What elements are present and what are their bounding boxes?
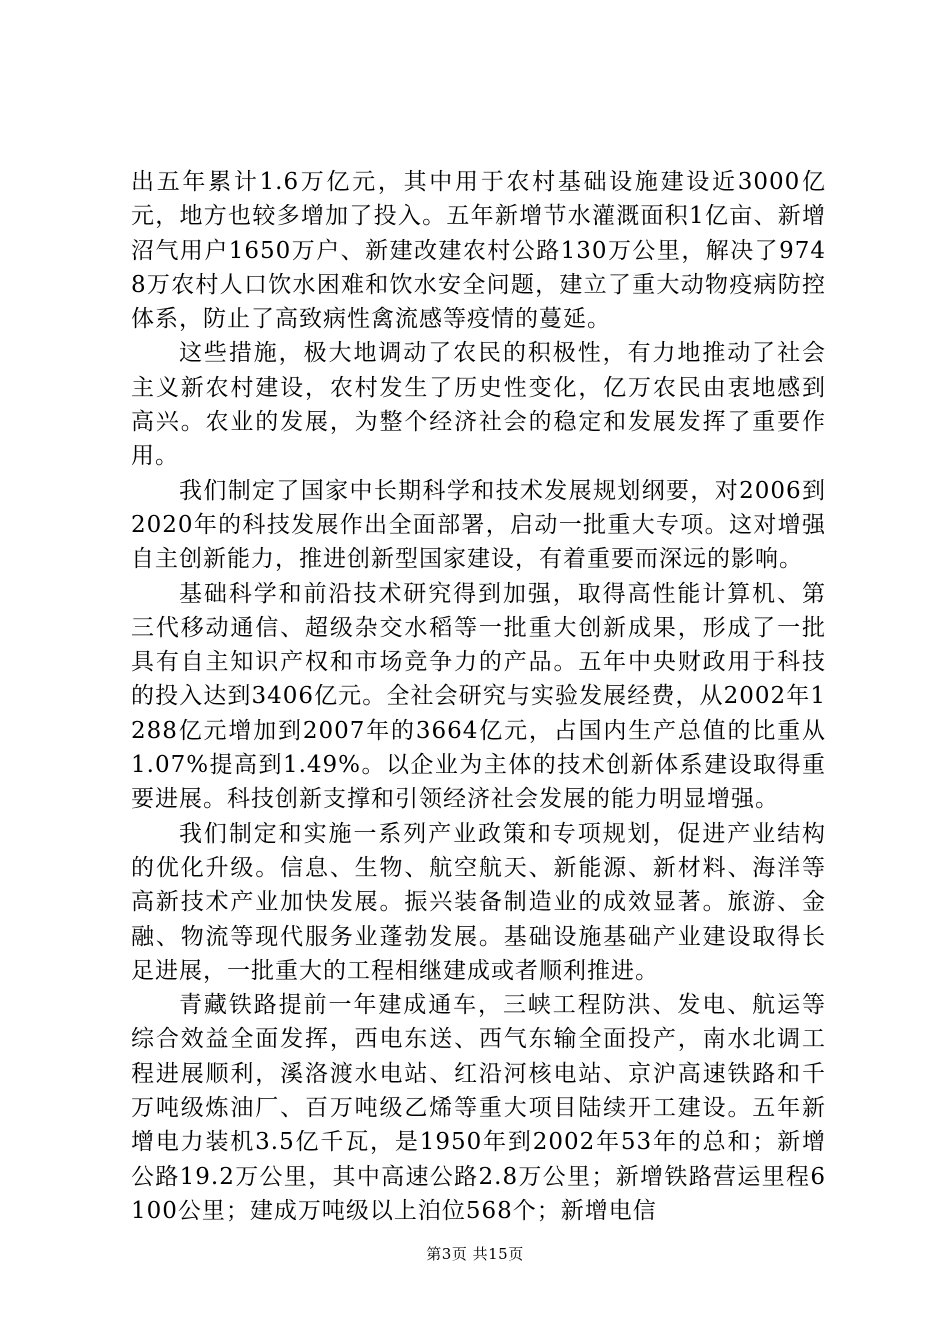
paragraph-6: 青藏铁路提前一年建成通车，三峡工程防洪、发电、航运等综合效益全面发挥，西电东送、西气东输全面投产，南水北调工程进展顺利，溪洛渡水电站、红沿河核电站、京沪高速铁路和千万吨级炼油厂、百万吨级乙烯等重大项目陆续开工建设。五年新增电力装机3.5亿千瓦，是1950年到2002年53年的总和；新增公路19.2万公里，其中高速公路2.8万公里；新增铁路营运里程6100公里；建成万吨级以上泊位568个；新增电信 (131, 992, 826, 1224)
paragraph-4: 基础科学和前沿技术研究得到加强，取得高性能计算机、第三代移动通信、超级杂交水稻等一批重大创新成果，形成了一批具有自主知识产权和市场竞争力的产品。五年中央财政用于科技的投入达到3406亿元。全社会研究与实验发展经费，从2002年1288亿元增加到2007年的3664亿元，占国内生产总值的比重从1.07%提高到1.49%。以企业为主体的技术创新体系建设取得重要进展。科技创新支撑和引领经济社会发展的能力明显增强。 (131, 580, 826, 813)
page-footer: 第3页 共15页 (426, 1245, 524, 1263)
paragraph-5: 我们制定和实施一系列产业政策和专项规划，促进产业结构的优化升级。信息、生物、航空航天、新能源、新材料、海洋等高新技术产业加快发展。振兴装备制造业的成效显著。旅游、金融、物流等现代服务业蓬勃发展。基础设施基础产业建设取得长足进展，一批重大的工程相继建成或者顺利推进。 (131, 820, 826, 984)
paragraph-1: 出五年累计1.6万亿元，其中用于农村基础设施建设近3000亿元，地方也较多增加了投入。五年新增节水灌溉面积1亿亩、新增沼气用户1650万户、新建改建农村公路130万公里，解决了9748万农村人口饮水困难和饮水安全问题，建立了重大动物疫病防控体系，防止了高致病性禽流感等疫情的蔓延。 (131, 169, 826, 333)
paragraph-3: 我们制定了国家中长期科学和技术发展规划纲要，对2006到2020年的科技发展作出全面部署，启动一批重大专项。这对增强自主创新能力，推进创新型国家建设，有着重要而深远的影响。 (131, 477, 826, 573)
document-body (131, 165, 826, 1228)
paragraph-2: 这些措施，极大地调动了农民的积极性，有力地推动了社会主义新农村建设，农村发生了历史性变化，亿万农民由衷地感到高兴。农业的发展，为整个经济社会的稳定和发展发挥了重要作用。 (131, 340, 826, 470)
